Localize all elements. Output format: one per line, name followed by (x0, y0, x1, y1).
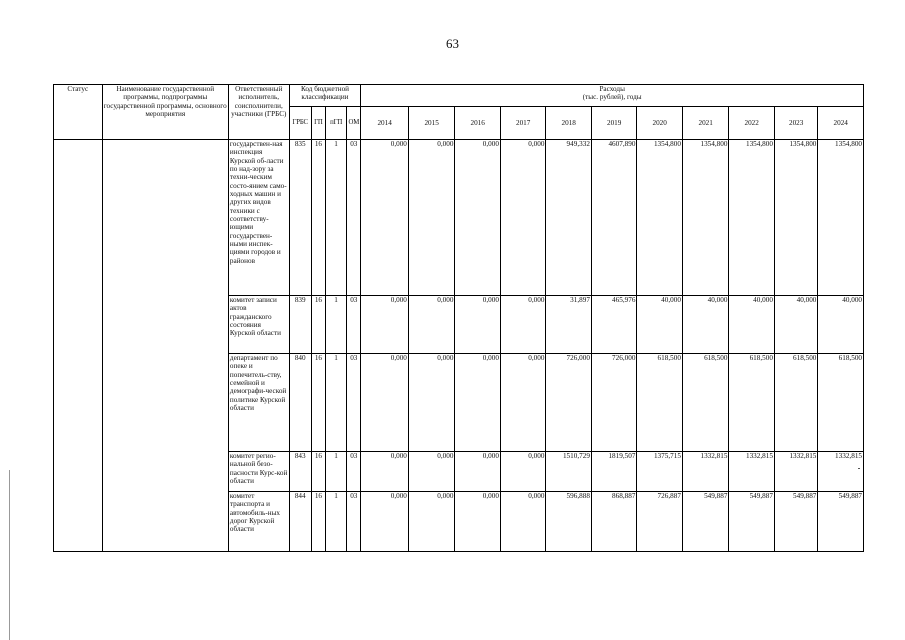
value-cell: 1332,815 (729, 452, 775, 492)
header-year: 2015 (408, 107, 455, 140)
header-year: 2019 (591, 107, 637, 140)
value-cell: 465,976 (591, 296, 637, 354)
pgp-cell: 1 (325, 140, 346, 296)
value-cell: 726,887 (637, 492, 683, 552)
pgp-cell: 1 (325, 492, 346, 552)
header-expenses-unit: (тыс. рублей), годы (582, 93, 642, 102)
value-cell: 1332,815 (682, 452, 729, 492)
value-cell: 1354,800 (729, 140, 775, 296)
table-row (54, 140, 864, 296)
grbs-cell: 835 (289, 140, 311, 296)
status-cell (54, 140, 103, 552)
value-cell: 0,000 (500, 452, 546, 492)
value-cell: 1375,715 (637, 452, 683, 492)
value-cell: 0,000 (361, 492, 409, 552)
value-cell: 618,500 (818, 354, 864, 452)
om-cell: 03 (347, 140, 361, 296)
value-cell: 0,000 (455, 140, 501, 296)
value-cell: 0,000 (408, 140, 455, 296)
pgp-cell: 1 (325, 354, 346, 452)
header-status: Статус (54, 85, 103, 140)
value-cell: 596,888 (546, 492, 592, 552)
value-cell: 0,000 (408, 452, 455, 492)
grbs-cell: 844 (289, 492, 311, 552)
value-cell: 0,000 (455, 492, 501, 552)
value-cell: 0,000 (500, 140, 546, 296)
header-year: 2023 (774, 107, 817, 140)
value-cell: 1332,815 (818, 452, 864, 492)
value-cell: 0,000 (455, 452, 501, 492)
page-number: 63 (446, 36, 459, 51)
value-cell: 40,000 (818, 296, 864, 354)
value-cell: 0,000 (361, 452, 409, 492)
header-year: 2020 (637, 107, 683, 140)
executor-cell: комитет записи актов гражданского состояния Курской области (228, 296, 289, 354)
value-cell: 0,000 (500, 296, 546, 354)
value-cell: 1510,729 (546, 452, 592, 492)
value-cell: 618,500 (729, 354, 775, 452)
om-cell: 03 (347, 492, 361, 552)
executor-cell: департамент по опеке и попечитель-ству, семейной и демографи-ческой политике Курской области (228, 354, 289, 452)
value-cell: 40,000 (774, 296, 817, 354)
value-cell: 40,000 (729, 296, 775, 354)
value-cell: 0,000 (361, 140, 409, 296)
header-year: 2016 (455, 107, 501, 140)
header-code-om: ОМ (347, 107, 361, 140)
header-year: 2018 (546, 107, 592, 140)
header-code-grbs: ГРБС (289, 107, 311, 140)
value-cell: 549,887 (774, 492, 817, 552)
value-cell: 618,500 (637, 354, 683, 452)
header-executor: Ответственный исполнитель, соисполнители, участники (ГРБС) (228, 85, 289, 140)
gp-cell: 16 (311, 452, 325, 492)
grbs-cell: 843 (289, 452, 311, 492)
om-cell: 03 (347, 354, 361, 452)
header-expenses (361, 85, 864, 107)
header-code-gp: ГП (311, 107, 325, 140)
value-cell: 0,000 (455, 296, 501, 354)
header-expenses-title: Расходы (599, 85, 625, 93)
gp-cell: 16 (311, 354, 325, 452)
value-cell: 31,897 (546, 296, 592, 354)
value-cell: 949,332 (546, 140, 592, 296)
value-cell: 1354,800 (637, 140, 683, 296)
budget-table-body (54, 140, 864, 552)
value-cell: 0,000 (361, 354, 409, 452)
value-cell: 4607,890 (591, 140, 637, 296)
value-cell: 868,887 (591, 492, 637, 552)
header-year: 2021 (682, 107, 729, 140)
om-cell: 03 (347, 452, 361, 492)
value-cell: 0,000 (361, 296, 409, 354)
executor-cell: комитет транспорта и автомобиль-ных дорог Курской области (228, 492, 289, 552)
budget-table (53, 84, 864, 552)
value-cell: 726,000 (546, 354, 592, 452)
value-cell: 618,500 (682, 354, 729, 452)
value-cell: 549,887 (729, 492, 775, 552)
value-cell: 1354,800 (682, 140, 729, 296)
header-year: 2017 (500, 107, 546, 140)
value-cell: 0,000 (408, 492, 455, 552)
pgp-cell: 1 (325, 296, 346, 354)
pgp-cell: 1 (325, 452, 346, 492)
header-year: 2022 (729, 107, 775, 140)
grbs-cell: 839 (289, 296, 311, 354)
value-cell: 726,000 (591, 354, 637, 452)
om-cell: 03 (347, 296, 361, 354)
value-cell: 40,000 (682, 296, 729, 354)
executor-cell: комитет регио-нальной безо-пасности Курс-кой области (228, 452, 289, 492)
value-cell: 0,000 (408, 354, 455, 452)
header-year: 2024 (818, 107, 864, 140)
header-program-name: Наименование государственной программы, подпрограммы государственной программы, основного мероприятия (102, 85, 228, 140)
value-cell: 549,887 (818, 492, 864, 552)
value-cell: 0,000 (500, 492, 546, 552)
gp-cell: 16 (311, 140, 325, 296)
value-cell: 0,000 (408, 296, 455, 354)
gp-cell: 16 (311, 296, 325, 354)
value-cell: 0,000 (455, 354, 501, 452)
value-cell: 1332,815 (774, 452, 817, 492)
value-cell: 40,000 (637, 296, 683, 354)
value-cell: 1819,507 (591, 452, 637, 492)
header-code-pgp: пГП (325, 107, 346, 140)
program-name-cell (102, 140, 228, 552)
scan-edge-line (9, 470, 10, 640)
value-cell: 1354,800 (774, 140, 817, 296)
executor-cell: государствен-ная инспекция Курской об-ласти по над-зору за техни-ческим состо-янием само-ходных машин и других видов техники с соответству-ющими государствен-ными инспек-циями городов и районов (228, 140, 289, 296)
value-cell: 0,000 (500, 354, 546, 452)
header-budget-code: Код бюджетной классификации (289, 85, 361, 107)
grbs-cell: 840 (289, 354, 311, 452)
value-cell: 618,500 (774, 354, 817, 452)
value-cell: 549,887 (682, 492, 729, 552)
scan-speck (858, 468, 860, 469)
value-cell: 1354,800 (818, 140, 864, 296)
header-year: 2014 (361, 107, 409, 140)
gp-cell: 16 (311, 492, 325, 552)
